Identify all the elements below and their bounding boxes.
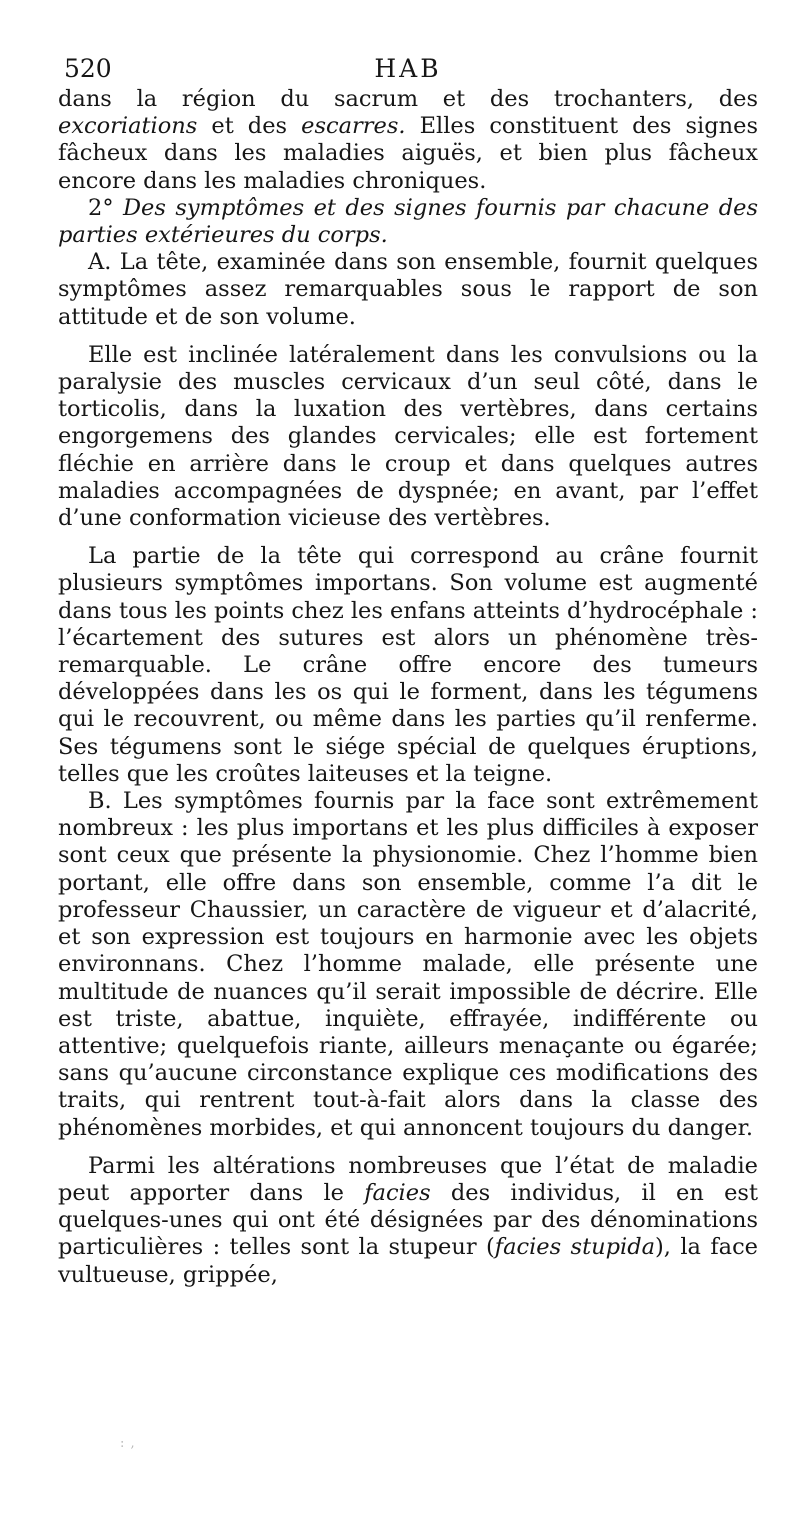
paragraph-continued [58, 86, 758, 195]
paragraph-facies [58, 1153, 758, 1289]
text-segment: La partie de la tête qui correspond au crâne fournit plusieurs symptômes importans. Son volume est augmenté dans tous les points chez les enfans atteints d’hydrocéphale : l’écartement des sutures est alors un phénomène très-remarquable. Le crâne offre encore des tumeurs développées dans les os qui le forment, dans les tégumens qui le recouvrent, ou même dans les parties qu’il renferme. Ses tégumens sont le siége spécial de quelques éruptions, telles que les croûtes laiteuses et la teigne. [58, 543, 758, 787]
book-page [58, 52, 758, 1289]
italic-term-facies-stupida: facies stupida [494, 1234, 656, 1261]
paragraph-head-position [58, 342, 758, 532]
page-number: 520 [64, 54, 112, 83]
text-segment: B. Les symptômes fournis par la face sont extrêmement nombreux : les plus importans et les plus difficiles à exposer sont ceux que présente la physionomie. Chez l’homme bien portant, elle offre dans son ensemble, comme l’a dit le professeur Chaussier, un caractère de vigueur et d’alacrité, et son expression est toujours en harmonie avec les objets environnans. Chez l’homme malade, elle présente une multitude de nuances qu’il serait impossible de décrire. Elle est triste, abattue, inquiète, effrayée, indifférente ou attentive; quelquefois riante, ailleurs menaçante ou égarée; sans qu’aucune circonstance explique ces modifications des traits, qui rentrent tout-à-fait alors dans la classe des phénomènes morbides, et qui annoncent toujours du danger. [58, 788, 758, 1141]
text-segment: Elles constituent des signes fâcheux dans les maladies aiguës, et bien plus fâcheux encore dans les maladies chroniques. [58, 113, 758, 194]
text-segment: A. La tête, examinée dans son ensemble, fournit quelques symptômes assez remarquables sous le rapport de son attitude et de son volume. [58, 249, 758, 330]
section-number: 2° [88, 194, 124, 221]
text-segment: Elle est inclinée latéralement dans les convulsions ou la paralysie des muscles cervicaux d’un seul côté, dans le torticolis, dans la luxation des vertèbres, dans certains engorgemens des glandes cervicales; elle est fortement fléchie en arrière dans le croup et dans quelques autres maladies accompagnées de dyspnée; en avant, par l’effet d’une conformation vicieuse des vertèbres. [58, 341, 758, 532]
text-segment: Parmi les altérations nombreuses que l’état de maladie peut apporter dans le [58, 1152, 758, 1206]
text-segment: et des [197, 113, 302, 140]
paragraph-head-a [58, 249, 758, 331]
italic-term-excoriations: excoriations [58, 113, 198, 140]
section-heading [58, 195, 758, 249]
text-segment: ), la face vultueuse, grippée, [58, 1234, 758, 1288]
faint-footer-mark: : , [120, 1436, 136, 1451]
running-head [58, 52, 758, 86]
italic-term-escarres: escarres. [301, 113, 406, 140]
paragraph-skull [58, 543, 758, 788]
body-text [58, 86, 758, 1289]
italic-term-facies: facies [364, 1179, 431, 1206]
section-heading-text: Des symptômes et des signes fournis par chacune des parties extérieures du corps. [58, 194, 758, 249]
text-segment: des individus, il en est quelques-unes qui ont été désignées par des dénominations particulières : telles sont la stupeur ( [58, 1179, 758, 1261]
running-title: HAB [374, 54, 442, 83]
text-segment: dans la région du sacrum et des trochanters, des [58, 86, 758, 112]
paragraph-face-b [58, 788, 758, 1142]
